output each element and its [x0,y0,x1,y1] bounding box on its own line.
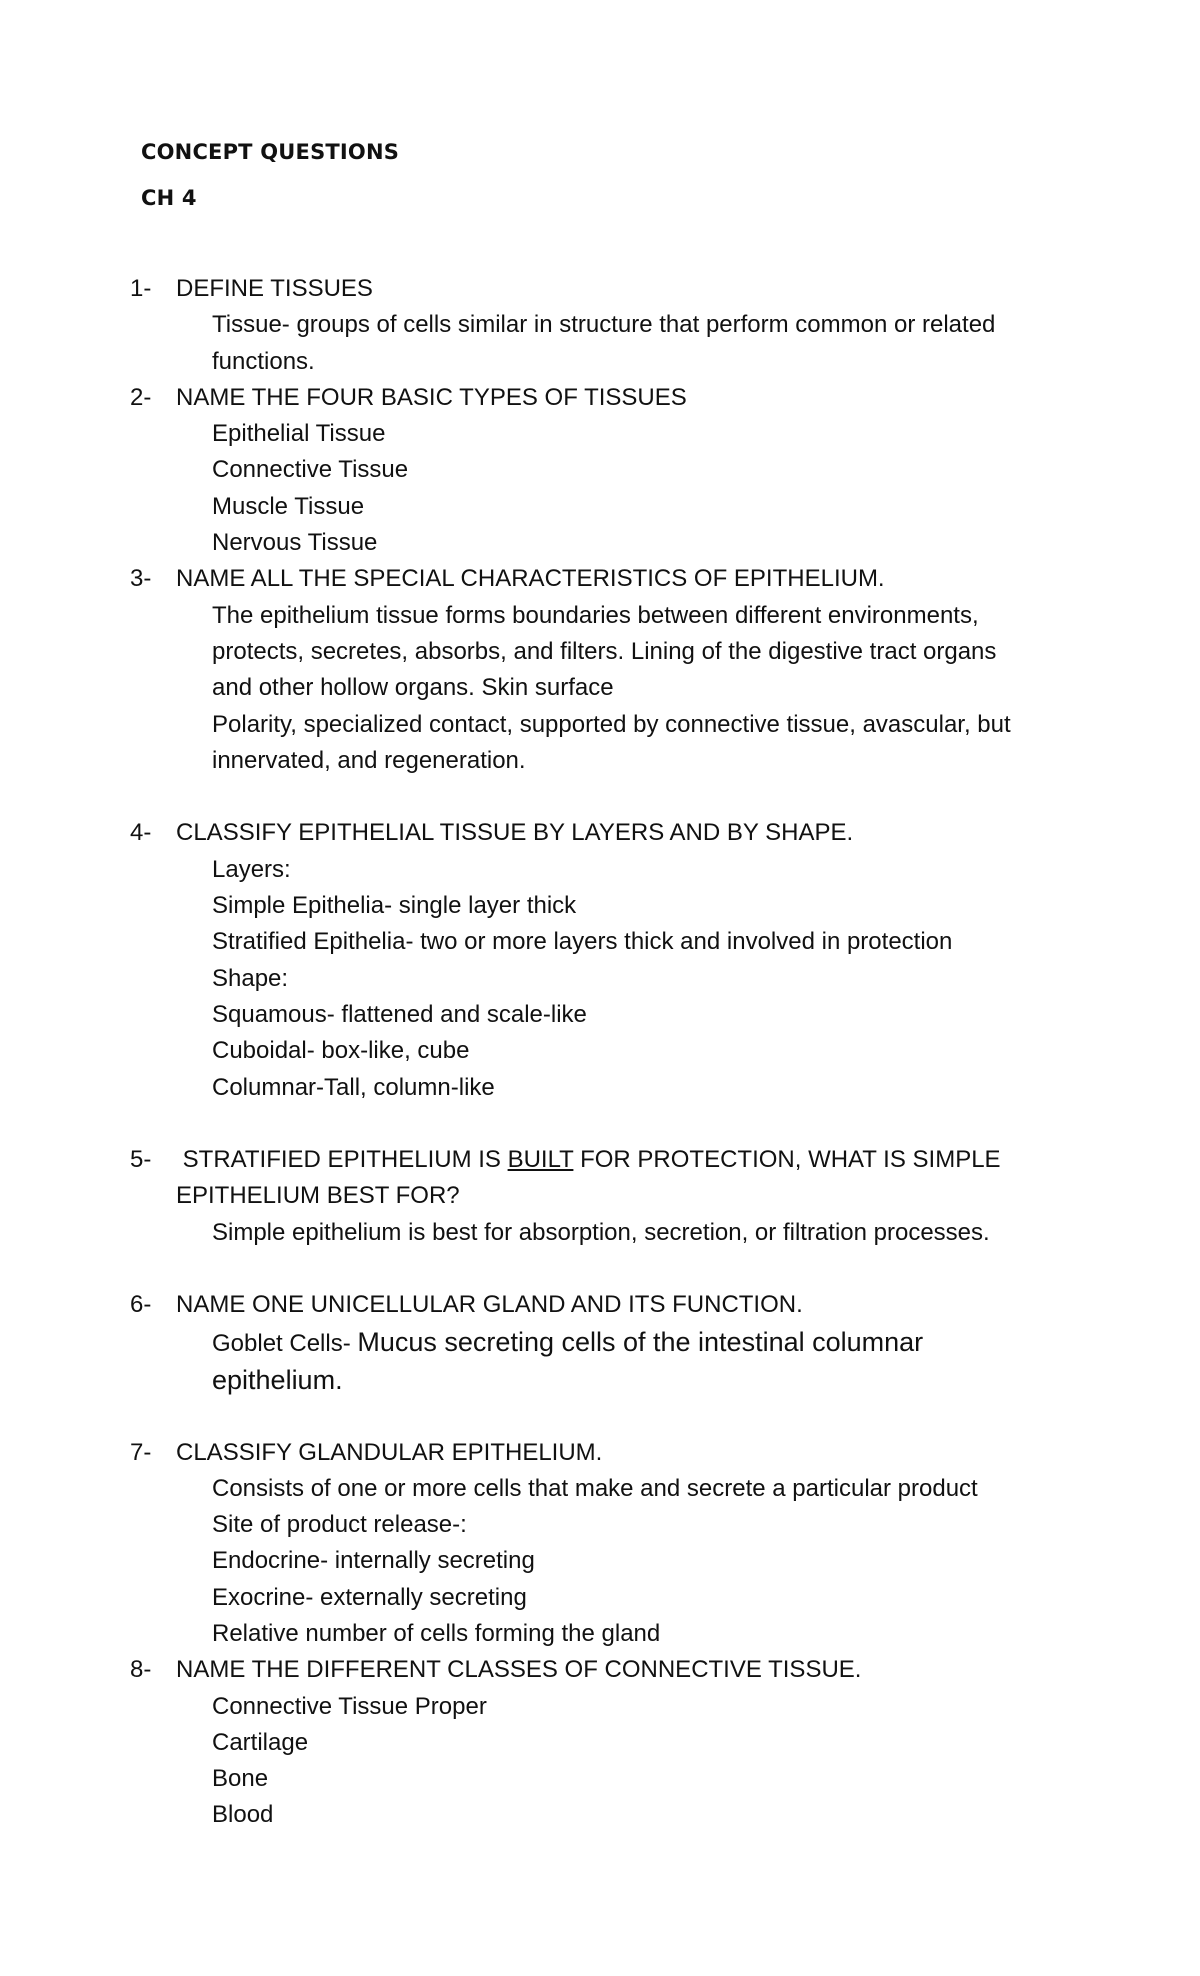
question-prompt: NAME THE DIFFERENT CLASSES OF CONNECTIVE TISSUE. [176,1656,862,1684]
answer-line: Connective Tissue Proper [212,1692,487,1720]
question-number: 7- [130,1438,152,1466]
answer-line: Relative number of cells forming the gland [212,1619,661,1647]
question-answer [176,1471,1076,1652]
question-prompt: DEFINE TISSUES [176,275,373,302]
question-number: 3- [130,565,152,593]
question-number: 5- [130,1146,152,1174]
page-title: CONCEPT QUESTIONS [141,140,400,164]
question-2 [130,380,1076,561]
prompt-text: STRATIFIED EPITHELIUM IS [176,1146,508,1174]
answer-line: Columnar-Tall, column-like [212,1073,495,1101]
question-4 [130,815,1076,1105]
answer-line: Cuboidal- box-like, cube [212,1037,470,1065]
question-7 [130,1435,1076,1653]
question-answer [176,1689,1076,1834]
answer-line: Endocrine- internally secreting [212,1547,535,1575]
answer-line: and other hollow organs. Skin surface [212,674,614,702]
answer-line: Simple Epithelia- single layer thick [212,892,577,920]
answer-line: Site of product release-: [212,1511,467,1539]
question-3 [130,561,1076,779]
question-prompt-continued: EPITHELIUM BEST FOR? [176,1182,460,1210]
answer-line: functions. [212,347,315,375]
answer-line: Epithelial Tissue [212,420,386,448]
answer-line: Tissue- groups of cells similar in structure that perform common or related [212,311,996,339]
question-prompt: CLASSIFY EPITHELIAL TISSUE BY LAYERS AND BY SHAPE. [176,819,854,847]
answer-line: Stratified Epithelia- two or more layers thick and involved in protection [212,928,953,956]
answer-line: Simple epithelium is best for absorption, secretion, or filtration processes. [212,1218,990,1246]
question-number: 2- [130,383,152,411]
question-6 [130,1287,1076,1398]
answer-line: Exocrine- externally secreting [212,1583,527,1611]
question-prompt: NAME ALL THE SPECIAL CHARACTERISTICS OF EPITHELIUM. [176,565,885,593]
answer-line: epithelium. [212,1364,343,1395]
question-answer [176,307,1076,380]
question-prompt: CLASSIFY GLANDULAR EPITHELIUM. [176,1438,603,1466]
question-5 [130,1142,1076,1251]
answer-line: protects, secretes, absorbs, and filters. Lining of the digestive tract organs [212,637,997,665]
answer-line: Layers: [212,855,291,883]
answer-line: Shape: [212,964,289,992]
question-number: 6- [130,1291,152,1319]
question-answer [176,852,1076,1106]
answer-line: Nervous Tissue [212,529,378,557]
chapter-label: CH 4 [141,186,197,210]
question-number: 1- [130,275,152,302]
question-prompt: NAME ONE UNICELLULAR GLAND AND ITS FUNCTION. [176,1291,803,1319]
question-1 [130,271,1076,380]
answer-line [212,1324,1076,1362]
answer-line: Blood [212,1801,274,1829]
answer-line: Connective Tissue [212,456,409,484]
answer-line: Polarity, specialized contact, supported by connective tissue, avascular, but [212,710,1011,738]
question-answer [176,1215,1076,1251]
answer-line: Bone [212,1765,269,1793]
question-prompt: NAME THE FOUR BASIC TYPES OF TISSUES [176,383,687,411]
answer-line: Consists of one or more cells that make and secrete a particular product [212,1474,978,1502]
question-answer [176,1324,1076,1399]
question-8 [130,1652,1076,1833]
question-answer [176,598,1076,779]
answer-line: Muscle Tissue [212,492,365,520]
question-number: 4- [130,819,152,847]
answer-line: Cartilage [212,1728,309,1756]
question-number: 8- [130,1656,152,1684]
underlined-word: BUILT [507,1146,574,1174]
prompt-text: FOR PROTECTION, WHAT IS SIMPLE [573,1146,1001,1174]
question-answer [176,416,1076,561]
answer-line: innervated, and regeneration. [212,746,526,774]
question-list [130,271,1076,1834]
answer-prefix: Goblet Cells- [212,1329,358,1357]
answer-line: Squamous- flattened and scale-like [212,1000,587,1028]
question-prompt [176,1142,1076,1178]
answer-text: Mucus secreting cells of the intestinal columnar [357,1326,924,1357]
answer-line: The epithelium tissue forms boundaries between different environments, [212,601,979,629]
